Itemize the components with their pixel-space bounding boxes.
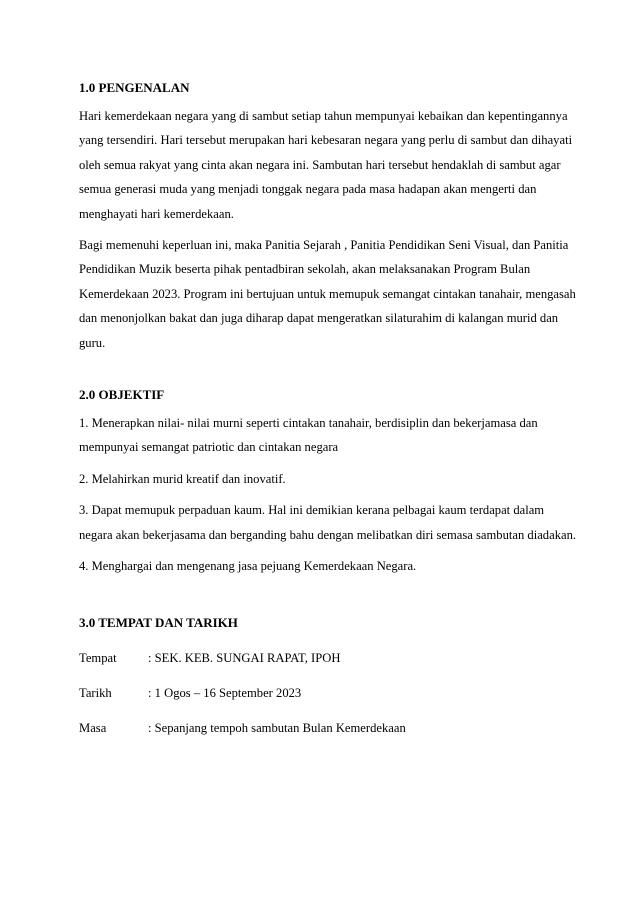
section-heading-objektif: 2.0 OBJEKTIF (79, 387, 165, 403)
paragraph-intro-1: Hari kemerdekaan negara yang di sambut setiap tahun mempunyai kebaikan dan kepentingannya yang tersendiri. Hari tersebut merupakan hari kebesaran negara yang perlu di sambut dan dihayati oleh semua rakyat yang cinta akan negara ini. Sambutan hari tersebut hendaklah di sambut agar semua generasi muda yang menjadi tonggak negara pada masa hadapan akan mengerti dan menghayati hari kemerdekaan. (79, 109, 573, 221)
time-value: : Sepanjang tempoh sambutan Bulan Kemerdekaan (148, 720, 406, 735)
venue-label: Tempat (79, 650, 117, 665)
venue-value: : SEK. KEB. SUNGAI RAPAT, IPOH (148, 650, 341, 665)
section-heading-tempat-tarikh: 3.0 TEMPAT DAN TARIKH (79, 614, 238, 630)
time-label: Masa (79, 720, 107, 735)
objective-item-1: 1. Menerapkan nilai- nilai murni seperti cintakan tanahair, berdisiplin dan bekerjamasa dan mempunyai semangat patriotic dan cintakan negara (79, 416, 538, 455)
objective-item-3: 3. Dapat memupuk perpaduan kaum. Hal ini demikian kerana pelbagai kaum terdapat dalam negara akan bekerjasama dan berganding bahu dengan melibatkan diri semasa sambutan diadakan. (79, 503, 577, 542)
date-label: Tarikh (79, 685, 112, 700)
venue-row-masa (79, 719, 579, 737)
venue-row-tarikh (79, 684, 579, 702)
document-page (79, 79, 579, 737)
paragraph-intro-2: Bagi memenuhi keperluan ini, maka Panitia Sejarah , Panitia Pendidikan Seni Visual, dan Panitia Pendidikan Muzik beserta pihak pentadbiran sekolah, akan melaksanakan Program Bulan Kemerdekaan 2023. Program ini bertujuan untuk memupuk semangat cintakan tanahair, mengasah dan menonjolkan bakat dan juga diharap dapat mengeratkan silaturahim di kalangan murid dan guru. (79, 238, 576, 350)
date-value: : 1 Ogos – 16 September 2023 (148, 685, 302, 700)
objective-item-2: 2. Melahirkan murid kreatif dan inovatif. (79, 471, 286, 486)
venue-row-tempat (79, 649, 579, 667)
objective-item-4: 4. Menghargai dan mengenang jasa pejuang Kemerdekaan Negara. (79, 559, 417, 574)
section-heading-pengenalan: 1.0 PENGENALAN (79, 80, 190, 95)
